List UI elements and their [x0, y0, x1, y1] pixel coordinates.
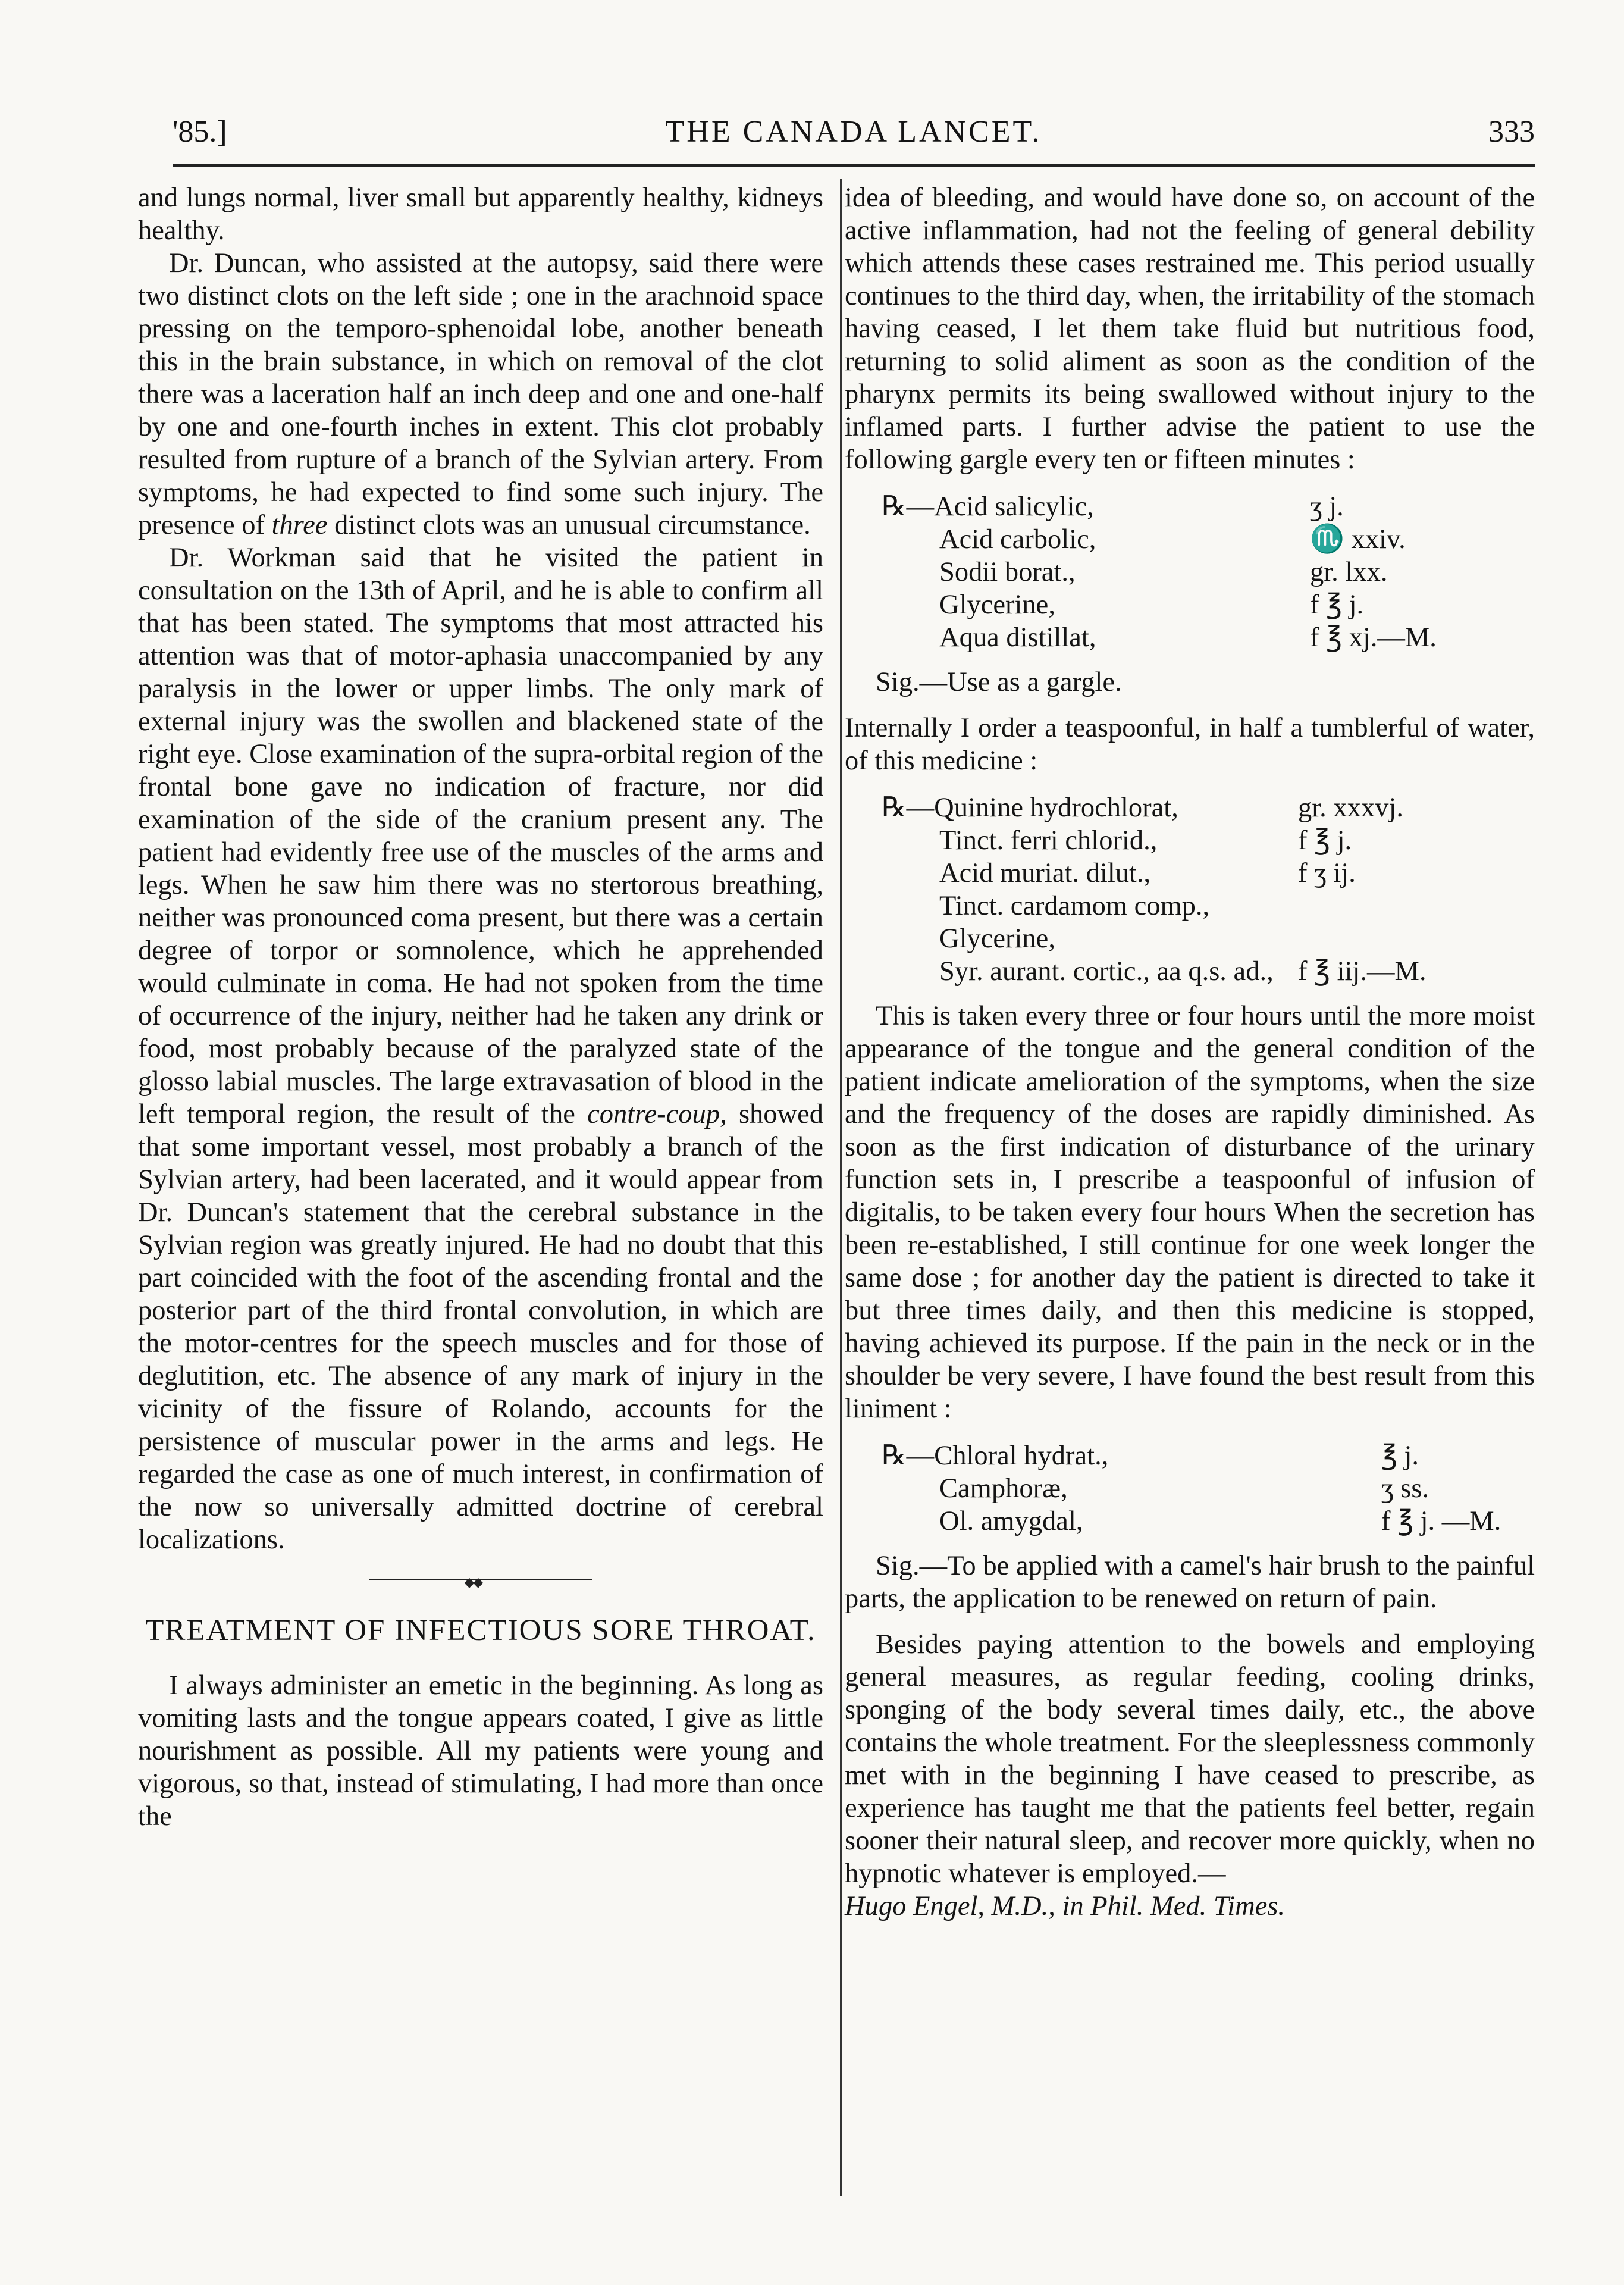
- prescription-line: Acid muriat. dilut., f ʒ ij.: [939, 858, 1356, 888]
- paragraph: Besides paying attention to the bowels and employing general measures, as regular feeding, cooling drinks, sponging of the body several times daily, etc., the above contains the whole treatment. For the sleeplessness commonly met with in the beginning I have ceased to prescribe, as experience has taught me that the patients feel better, regain sooner their natural sleep, and recover more quickly, when no hypnotic whatever is employed.—: [845, 1629, 1535, 1889]
- left-column: [138, 181, 823, 1833]
- signa-line: Sig.—Use as a gargle.: [876, 667, 1122, 697]
- article-heading: TREATMENT OF INFECTIOUS SORE THROAT.: [145, 1614, 816, 1647]
- paragraph: Dr. Duncan, who assisted at the autopsy, said there were two distinct clots on the left side ; one in the arachnoid space pressing on the temporo-sphenoidal lobe, another beneath this in the brain substance, in which on removal of the clot there was a laceration half an inch deep and one and one-half by one and one-fourth inches in extent. This clot probably resulted from rupture of a branch of the Sylvian artery. From symptoms, he had expected to find some such injury. The presence of three distinct clots was an unusual circumstance.: [138, 248, 823, 540]
- paragraph: This is taken every three or four hours until the more moist appearance of the tongue and the general condition of the patient indicate amelioration of the symptoms, when the size and the frequency of the doses are rapidly diminished. As soon as the first indication of disturbance of the urinary function sets in, I prescribe a teaspoonful of infusion of digitalis, to be taken every four hours When the secretion has been re-established, I still continue for one week longer the same dose ; for another day the patient is directed to take it but three times daily, and then this medicine is stopped, having achieved its purpose. If the pain in the neck or in the shoulder be very severe, I have found the best result from this liniment :: [845, 1001, 1535, 1424]
- journal-title: THE CANADA LANCET.: [665, 115, 1042, 149]
- header-rule: [173, 164, 1535, 167]
- prescription-line: ℞—Acid salicylic, ʒ j.: [882, 492, 1344, 522]
- prescription-line: Sodii borat., gr. lxx.: [939, 557, 1388, 587]
- prescription-internal: [882, 791, 1535, 988]
- paragraph: idea of bleeding, and would have done so, on account of the active inflammation, had not the feeling of general debility which attends these cases restrained me. This period usually continues to the third day, when, the irritability of the stomach having ceased, I let them take fluid but nutritious food, returning to solid aliment as soon as the condition of the pharynx permits its being swallowed without injury to the inflamed parts. I further advise the patient to use the following gargle every ten or fifteen minutes :: [845, 183, 1535, 475]
- attribution: Hugo Engel, M.D., in Phil. Med. Times.: [845, 1891, 1286, 1921]
- column-divider: [840, 179, 842, 2196]
- prescription-line: Tinct. ferri chlorid., f ℥ j.: [939, 825, 1352, 856]
- prescription-line: ℞—Chloral hydrat., ℥ j.: [882, 1441, 1419, 1471]
- prescription-line: Tinct. cardamom comp.,: [939, 891, 1210, 921]
- right-column: [845, 181, 1535, 1923]
- paragraph: Dr. Workman said that he visited the patient in consultation on the 13th of April, and he is able to confirm all that has been stated. The symptoms that most attracted his attention was that of motor-aphasia unaccompanied by any paralysis in the lower or upper limbs. The only mark of external injury was the swollen and blackened state of the right eye. Close examination of the supra-orbital region of the frontal bone gave no indication of fracture, nor did examination of the side of the cranium present any. The patient had evidently free use of the muscles of the arms and legs. When he saw him there was no stertorous breathing, neither was pronounced coma present, but there was a certain degree of torpor or somnolence, which he apprehended would culminate in coma. He had not spoken from the time of occurrence of the injury, neither had he taken any drink or food, most probably because of the paralyzed state of the glosso labial muscles. The large extravasation of blood in the left temporal region, the result of the contre-coup, showed that some important vessel, most probably a branch of the Sylvian artery, had been lacerated, and it would appear from Dr. Duncan's statement that the cerebral substance in the Sylvian region was greatly injured. He had no doubt that this part coincided with the foot of the ascending frontal and the posterior part of the third frontal convolution, in which are the motor-centres for the speech muscles and for those of deglutition, etc. The absence of any mark of injury in the vicinity of the fissure of Rolando, accounts for the persistence of muscular power in the arms and legs. He regarded the case as one of much interest, in confirmation of the now so universally admitted doctrine of cerebral localizations.: [138, 543, 824, 1555]
- prescription-line: Camphoræ, ʒ ss.: [939, 1473, 1429, 1504]
- paragraph: I always administer an emetic in the beginning. As long as vomiting lasts and the tongue appears coated, I give as little nourishment as possible. All my patients were young and vigorous, so that, instead of stimulating, I had more than once the: [138, 1670, 823, 1832]
- prescription-line: Syr. aurant. cortic., aa q.s. ad., f ℥ iij.—M.: [939, 956, 1427, 987]
- prescription-line: Ol. amygdal, f ℥ j. —M.: [939, 1506, 1501, 1536]
- running-header: [173, 114, 1535, 156]
- section-ornament: [369, 1575, 592, 1583]
- prescription-gargle: [882, 490, 1535, 654]
- paragraph: and lungs normal, liver small but apparently healthy, kidneys healthy.: [138, 183, 823, 246]
- page-number: 333: [1488, 115, 1535, 149]
- header-year: '85.]: [173, 115, 227, 149]
- prescription-line: ℞—Quinine hydrochlorat, gr. xxxvj.: [882, 793, 1403, 823]
- signa-line: Sig.—To be applied with a camel's hair brush to the painful parts, the application to be renewed on return of pain.: [845, 1551, 1535, 1614]
- prescription-line: Acid carbolic, ♏ xxiv.: [939, 524, 1406, 555]
- prescription-line: Glycerine, f ℥ j.: [939, 590, 1364, 620]
- paragraph: Internally I order a teaspoonful, in half a tumblerful of water, of this medicine :: [845, 713, 1535, 776]
- prescription-line: Glycerine,: [939, 924, 1055, 954]
- prescription-line: Aqua distillat, f ℥ xj.—M.: [939, 622, 1437, 653]
- prescription-liniment: [882, 1439, 1535, 1538]
